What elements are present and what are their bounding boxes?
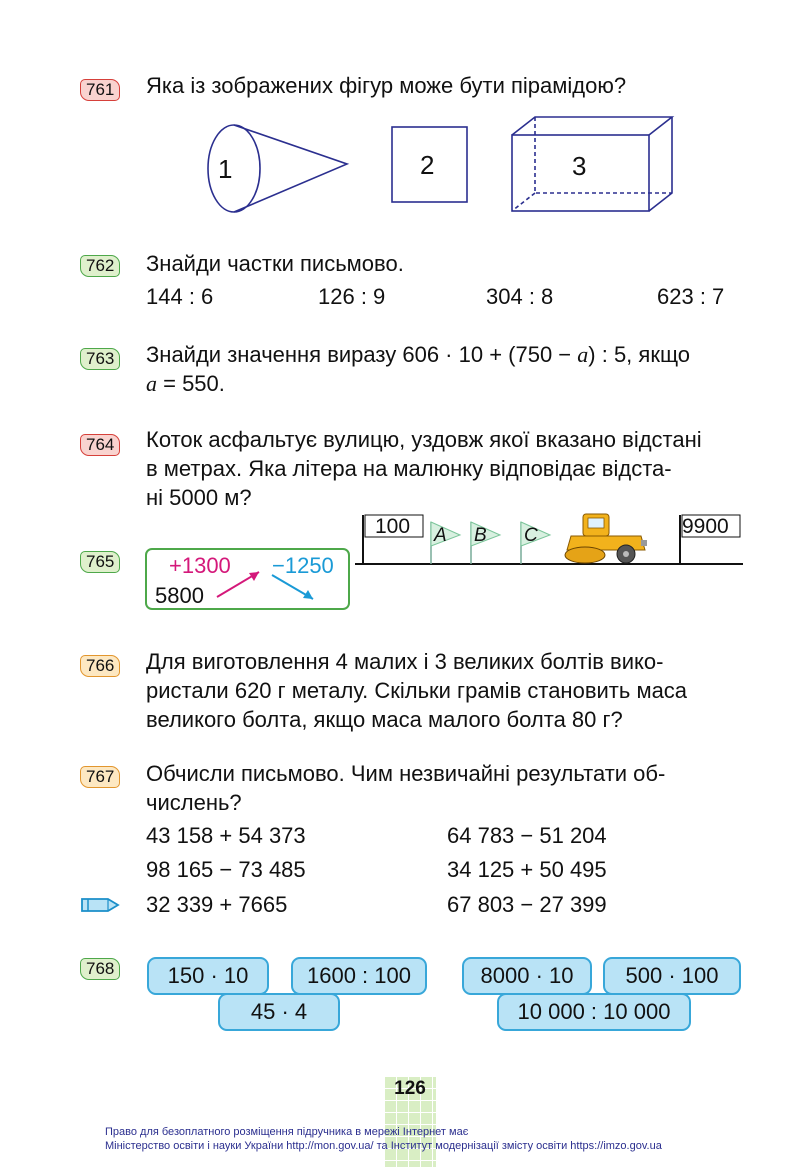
prism-figure — [512, 117, 672, 211]
exercise-766-line: Для виготовлення 4 малих і 3 великих болтів вико- — [146, 649, 664, 674]
exercise-764-line: в метрах. Яка літера на малюнку відповідає відста- — [146, 456, 672, 481]
page-number: 126 — [394, 1078, 426, 1099]
svg-text:C: C — [524, 525, 538, 546]
exercise-767-line: Обчисли письмово. Чим незвичайні результати об- — [146, 761, 666, 786]
expression-card: 10 000 : 10 000 — [497, 993, 691, 1031]
exercise-766-line: ристали 620 г металу. Скільки грамів становить маса — [146, 678, 688, 703]
expression-card: 8000 · 10 — [462, 957, 592, 995]
flag-b — [471, 522, 500, 564]
exercise-764-line: Коток асфальтує вулицю, уздовж якої вказано відстані — [146, 427, 702, 452]
op-plus: +1300 — [169, 553, 231, 578]
exercise-764-line: ні 5000 м? — [146, 485, 252, 510]
expression-card: 500 · 100 — [603, 957, 741, 995]
flag-a — [431, 522, 460, 564]
chain-box-765 — [145, 548, 350, 610]
expression-card: 1600 : 100 — [291, 957, 427, 995]
calc-item: 43 158 + 54 373 — [146, 823, 306, 848]
footer-line: Право для безоплатного розміщення підручника в мережі Інтернет має — [105, 1126, 469, 1138]
exercise-number-765: 765 — [80, 551, 120, 573]
cone-label: 1 — [218, 154, 233, 184]
calc-item: 34 125 + 50 495 — [447, 857, 607, 882]
exercise-number-761: 761 — [80, 79, 120, 101]
calc-item: 64 783 − 51 204 — [447, 823, 607, 848]
exercise-761-text: Яка із зображених фігур може бути пірамідою? — [146, 73, 627, 98]
exercise-number-767: 767 — [80, 766, 120, 788]
exercise-number-768: 768 — [80, 958, 120, 980]
svg-text:A: A — [434, 525, 447, 546]
road-roller-icon — [565, 514, 647, 563]
road-start-label: 100 — [375, 515, 411, 538]
footer-line: Міністерство освіти і науки України http://mon.gov.ua/ та Інститут модернізації змісту освіти https://imzo.gov.ua — [105, 1140, 662, 1152]
chain-arrows — [147, 550, 352, 612]
exercise-767-line: числень? — [146, 790, 242, 815]
division-item: 126 : 9 — [318, 284, 386, 309]
variable-a: a — [577, 342, 589, 367]
expression-card: 45 · 4 — [218, 993, 340, 1031]
figures-761 — [195, 112, 685, 217]
exercise-762-text: Знайди частки письмово. — [146, 251, 404, 276]
road-diagram-764 — [355, 510, 747, 570]
calc-item: 98 165 − 73 485 — [146, 857, 306, 882]
footer-note — [105, 1125, 662, 1153]
road-end-label: 9900 — [682, 515, 729, 538]
svg-text:B: B — [474, 525, 487, 546]
exercise-number-766: 766 — [80, 655, 120, 677]
division-item: 304 : 8 — [486, 284, 554, 309]
division-item: 144 : 6 — [146, 284, 214, 309]
division-item: 623 : 7 — [657, 284, 725, 309]
chain-start: 5800 — [155, 583, 204, 608]
flag-c — [521, 522, 550, 564]
expression-card: 150 · 10 — [147, 957, 269, 995]
exercise-766-line: великого болта, якщо маса малого болта 80 г? — [146, 707, 623, 732]
calc-item: 67 803 − 27 399 — [447, 892, 607, 917]
exercise-number-762: 762 — [80, 255, 120, 277]
pencil-icon — [80, 894, 120, 916]
square-label: 2 — [420, 150, 435, 180]
prism-label: 3 — [572, 151, 587, 181]
exercise-763-line2: a = 550. — [146, 371, 225, 396]
exercise-number-763: 763 — [80, 348, 120, 370]
op-minus: −1250 — [272, 553, 334, 578]
calc-item: 32 339 + 7665 — [146, 892, 288, 917]
exercise-number-764: 764 — [80, 434, 120, 456]
exercise-763-line1: Знайди значення виразу 606 · 10 + (750 − a) : 5, якщо — [146, 342, 691, 367]
